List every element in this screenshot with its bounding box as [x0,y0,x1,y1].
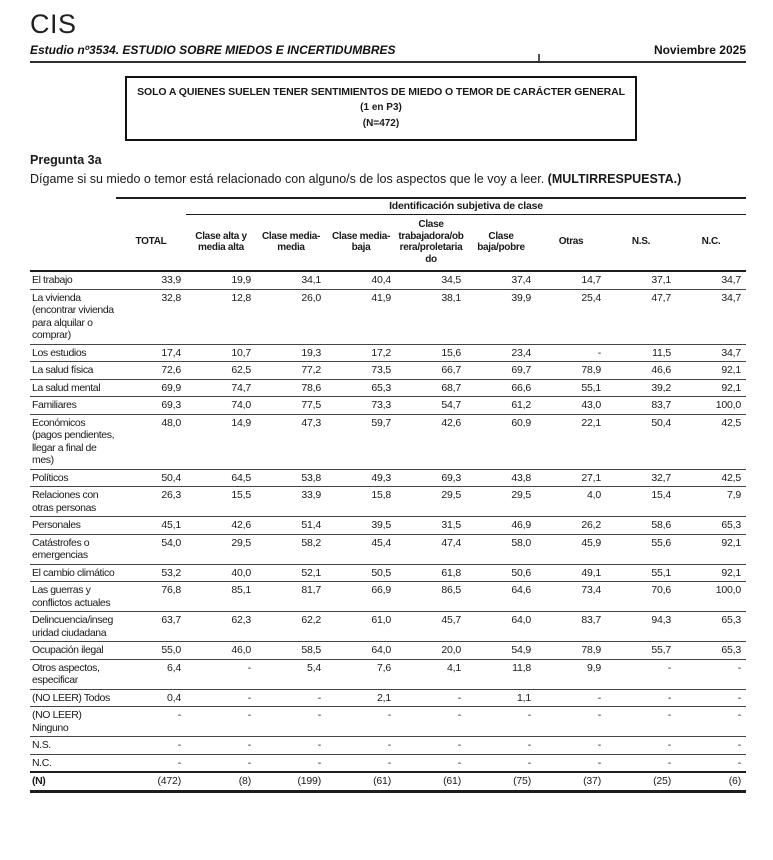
row-label: Relaciones con otras personas [30,487,116,517]
question-emphasis: (MULTIRRESPUESTA.) [547,172,682,186]
cell-value: 65,3 [676,612,746,642]
cell-value: 55,6 [606,534,676,564]
cell-value: 15,5 [186,487,256,517]
cell-value: 49,1 [536,564,606,582]
cell-value: - [186,754,256,772]
group-header: Identificación subjetiva de clase [186,198,746,215]
row-label: La salud mental [30,379,116,397]
cell-value: - [326,737,396,755]
cell-value: - [396,737,466,755]
cell-value: - [676,707,746,737]
cell-value: 5,4 [256,659,326,689]
row-label: N.C. [30,754,116,772]
table-row [30,659,746,689]
table-row [30,707,746,737]
cell-value: 7,9 [676,487,746,517]
filter-line-main: SOLO A QUIENES SUELEN TENER SENTIMIENTOS DE MIEDO O TEMOR DE CARÁCTER GENERAL [137,86,625,98]
cell-value: 50,6 [466,564,536,582]
table-row [30,379,746,397]
cell-value: 40,4 [326,271,396,289]
group-header-row [30,198,746,215]
cell-value: 10,7 [186,344,256,362]
cell-value: 20,0 [396,642,466,660]
question-body: Dígame si su miedo o temor está relacionado con alguno/s de los aspectos que le voy a leer. [30,172,545,186]
row-label-header [30,215,116,272]
cell-value: 19,9 [186,271,256,289]
question-text [30,171,746,187]
cell-value: - [606,689,676,707]
cell-value: 22,1 [536,414,606,469]
cell-value: 26,2 [536,517,606,535]
cell-value: 17,2 [326,344,396,362]
cell-value: 40,0 [186,564,256,582]
cell-value: 53,8 [256,469,326,487]
cell-value: 17,4 [116,344,186,362]
cell-value: 69,3 [116,397,186,415]
cell-value: 53,2 [116,564,186,582]
cell-value: 77,2 [256,362,326,380]
row-label: La salud física [30,362,116,380]
cell-value: 42,5 [676,469,746,487]
cell-value: 45,1 [116,517,186,535]
cell-value: 55,7 [606,642,676,660]
table-row [30,534,746,564]
table-row [30,362,746,380]
cell-value: 64,0 [326,642,396,660]
cell-value: 47,7 [606,289,676,344]
cell-value: - [466,707,536,737]
cell-value: 69,9 [116,379,186,397]
cell-value: 37,4 [466,271,536,289]
cell-value: - [536,754,606,772]
row-label: El cambio climático [30,564,116,582]
footer-value: (6) [676,772,746,792]
cell-value: - [186,737,256,755]
cell-value: - [116,707,186,737]
footer-value: (199) [256,772,326,792]
cell-value: 34,7 [676,344,746,362]
cell-value: 45,4 [326,534,396,564]
results-table [30,197,746,793]
cell-value: - [256,754,326,772]
cis-logo: CIS [30,9,77,39]
cell-value: 39,2 [606,379,676,397]
group-header-total-spacer [116,198,186,215]
cell-value: 34,7 [676,289,746,344]
cell-value: - [676,737,746,755]
row-label: La vivienda (encontrar vivienda para alquilar o comprar) [30,289,116,344]
cell-value: 65,3 [676,517,746,535]
footer-label: (N) [30,772,116,792]
cell-value: - [396,754,466,772]
cell-value: 74,7 [186,379,256,397]
footer-row [30,772,746,792]
table-row [30,414,746,469]
cell-value: 92,1 [676,534,746,564]
table-row [30,397,746,415]
cell-value: 47,3 [256,414,326,469]
cell-value: - [396,689,466,707]
cell-value: 73,3 [326,397,396,415]
table-row [30,689,746,707]
cell-value: - [536,344,606,362]
row-label: Familiares [30,397,116,415]
cell-value: 61,0 [326,612,396,642]
row-label: Personales [30,517,116,535]
cell-value: 59,7 [326,414,396,469]
filter-box [125,76,637,141]
table-row [30,612,746,642]
cell-value: 38,1 [396,289,466,344]
cell-value: 15,4 [606,487,676,517]
cell-value: 4,1 [396,659,466,689]
cell-value: 78,6 [256,379,326,397]
cell-value: 45,7 [396,612,466,642]
cell-value: 29,5 [396,487,466,517]
cell-value: 77,5 [256,397,326,415]
cell-value: - [116,754,186,772]
study-header [30,43,746,63]
cell-value: - [396,707,466,737]
row-label: Políticos [30,469,116,487]
cell-value: 25,4 [536,289,606,344]
cell-value: 37,1 [606,271,676,289]
cell-value: 15,8 [326,487,396,517]
cell-value: 78,9 [536,642,606,660]
cell-value: 64,6 [466,582,536,612]
cell-value: 27,1 [536,469,606,487]
cell-value: 70,6 [606,582,676,612]
cell-value: 62,3 [186,612,256,642]
cell-value: 55,0 [116,642,186,660]
column-header: Clase alta y media alta [186,215,256,272]
cell-value: - [536,707,606,737]
cell-value: - [326,707,396,737]
cell-value: 73,5 [326,362,396,380]
cell-value: 33,9 [256,487,326,517]
cell-value: 14,9 [186,414,256,469]
cell-value: 64,5 [186,469,256,487]
cell-value: 39,9 [466,289,536,344]
footer-value: (8) [186,772,256,792]
table-row [30,737,746,755]
cell-value: 81,7 [256,582,326,612]
cell-value: 29,5 [466,487,536,517]
row-label: El trabajo [30,271,116,289]
cell-value: 42,6 [186,517,256,535]
question-number: Pregunta 3a [30,153,102,167]
row-label: Ocupación ilegal [30,642,116,660]
row-label: Otros aspectos, especificar [30,659,116,689]
table-row [30,564,746,582]
cell-value: - [326,754,396,772]
cell-value: 63,7 [116,612,186,642]
cell-value: 69,3 [396,469,466,487]
cell-value: 92,1 [676,379,746,397]
footer-value: (37) [536,772,606,792]
filter-line-condition: (1 en P3) [360,102,402,113]
cell-value: 48,0 [116,414,186,469]
study-date: Noviembre 2025 [653,43,746,57]
column-header: Otras [536,215,606,272]
cell-value: - [606,659,676,689]
cell-value: - [536,689,606,707]
cell-value: 72,6 [116,362,186,380]
cell-value: 65,3 [326,379,396,397]
column-header: Clase baja/pobre [466,215,536,272]
cell-value: 49,3 [326,469,396,487]
cell-value: 11,5 [606,344,676,362]
cell-value: 73,4 [536,582,606,612]
cell-value: - [256,707,326,737]
cell-value: 6,4 [116,659,186,689]
cell-value: 52,1 [256,564,326,582]
cell-value: 34,1 [256,271,326,289]
cell-value: 51,4 [256,517,326,535]
column-header: Clase media-media [256,215,326,272]
table-row [30,487,746,517]
row-label: Catástrofes o emergencias [30,534,116,564]
cell-value: 58,5 [256,642,326,660]
cell-value: 31,5 [396,517,466,535]
row-label: N.S. [30,737,116,755]
study-title: Estudio nº3534. ESTUDIO SOBRE MIEDOS E INCERTIDUMBRES [30,43,396,57]
row-label: Las guerras y conflictos actuales [30,582,116,612]
cell-value: 14,7 [536,271,606,289]
cell-value: 1,1 [466,689,536,707]
cell-value: 54,7 [396,397,466,415]
cell-value: - [256,737,326,755]
cell-value: 58,6 [606,517,676,535]
cell-value: 43,8 [466,469,536,487]
cell-value: 34,7 [676,271,746,289]
cell-value: 12,8 [186,289,256,344]
cell-value: 11,8 [466,659,536,689]
row-label: (NO LEER) Todos [30,689,116,707]
cell-value: - [186,707,256,737]
table-row [30,517,746,535]
cell-value: 2,1 [326,689,396,707]
table-row [30,469,746,487]
cell-value: 61,2 [466,397,536,415]
cell-value: - [676,754,746,772]
cell-value: 50,5 [326,564,396,582]
cell-value: 15,6 [396,344,466,362]
cell-value: 26,0 [256,289,326,344]
cell-value: 32,7 [606,469,676,487]
column-header: TOTAL [116,215,186,272]
table-body [30,271,746,772]
cell-value: 7,6 [326,659,396,689]
cell-value: - [606,754,676,772]
cell-value: 76,8 [116,582,186,612]
cell-value: 46,9 [466,517,536,535]
cell-value: 78,9 [536,362,606,380]
table-row [30,582,746,612]
column-header-row [30,215,746,272]
cell-value: 69,7 [466,362,536,380]
column-header: N.C. [676,215,746,272]
cell-value: 4,0 [536,487,606,517]
cell-value: - [536,737,606,755]
cell-value: 66,6 [466,379,536,397]
group-header-spacer [30,198,116,215]
cell-value: 58,2 [256,534,326,564]
cell-value: 26,3 [116,487,186,517]
row-label: Delincuencia/inseguridad ciudadana [30,612,116,642]
cell-value: 85,1 [186,582,256,612]
footer-value: (75) [466,772,536,792]
cell-value: 9,9 [536,659,606,689]
cell-value: 42,6 [396,414,466,469]
cell-value: 60,9 [466,414,536,469]
cell-value: 54,0 [116,534,186,564]
cell-value: - [466,737,536,755]
cell-value: 41,9 [326,289,396,344]
cell-value: 50,4 [606,414,676,469]
cell-value: 86,5 [396,582,466,612]
row-label: Los estudios [30,344,116,362]
footer-value: (472) [116,772,186,792]
cell-value: 68,7 [396,379,466,397]
cell-value: 61,8 [396,564,466,582]
cell-value: 54,9 [466,642,536,660]
cell-value: 62,5 [186,362,256,380]
cell-value: 83,7 [536,612,606,642]
cell-value: 100,0 [676,397,746,415]
cell-value: 83,7 [606,397,676,415]
cell-value: 58,0 [466,534,536,564]
cell-value: 43,0 [536,397,606,415]
cell-value: 66,9 [326,582,396,612]
cell-value: 46,0 [186,642,256,660]
cell-value: 32,8 [116,289,186,344]
cell-value: 50,4 [116,469,186,487]
cell-value: - [676,659,746,689]
table-row [30,289,746,344]
cell-value: 62,2 [256,612,326,642]
cell-value: 29,5 [186,534,256,564]
filter-line-n: (N=472) [362,118,400,129]
row-label: Económicos (pagos pendientes, llegar a final de mes) [30,414,116,469]
cell-value: 100,0 [676,582,746,612]
footer-value: (61) [326,772,396,792]
cell-value: - [466,754,536,772]
cell-value: 66,7 [396,362,466,380]
cell-value: 55,1 [536,379,606,397]
cell-value: 65,3 [676,642,746,660]
cell-value: 64,0 [466,612,536,642]
cell-value: 33,9 [116,271,186,289]
cell-value: 92,1 [676,564,746,582]
footer-value: (25) [606,772,676,792]
cell-value: 94,3 [606,612,676,642]
cell-value: - [256,689,326,707]
cell-value: 55,1 [606,564,676,582]
cell-value: 0,4 [116,689,186,707]
cell-value: - [186,689,256,707]
table-row [30,642,746,660]
cell-value: 42,5 [676,414,746,469]
table-row [30,344,746,362]
row-label: (NO LEER) Ninguno [30,707,116,737]
divider-tick [538,54,540,61]
cell-value: 19,3 [256,344,326,362]
cell-value: - [116,737,186,755]
cell-value: 92,1 [676,362,746,380]
cell-value: - [606,737,676,755]
cell-value: 39,5 [326,517,396,535]
table-row [30,271,746,289]
column-header: Clase media-baja [326,215,396,272]
column-header: N.S. [606,215,676,272]
cell-value: 45,9 [536,534,606,564]
cell-value: 23,4 [466,344,536,362]
cell-value: - [676,689,746,707]
cell-value: 74,0 [186,397,256,415]
column-header: Clase trabajadora/obrera/proletariado [396,215,466,272]
cell-value: 46,6 [606,362,676,380]
cell-value: - [606,707,676,737]
footer-value: (61) [396,772,466,792]
table-row [30,754,746,772]
cell-value: - [186,659,256,689]
cell-value: 47,4 [396,534,466,564]
cell-value: 34,5 [396,271,466,289]
